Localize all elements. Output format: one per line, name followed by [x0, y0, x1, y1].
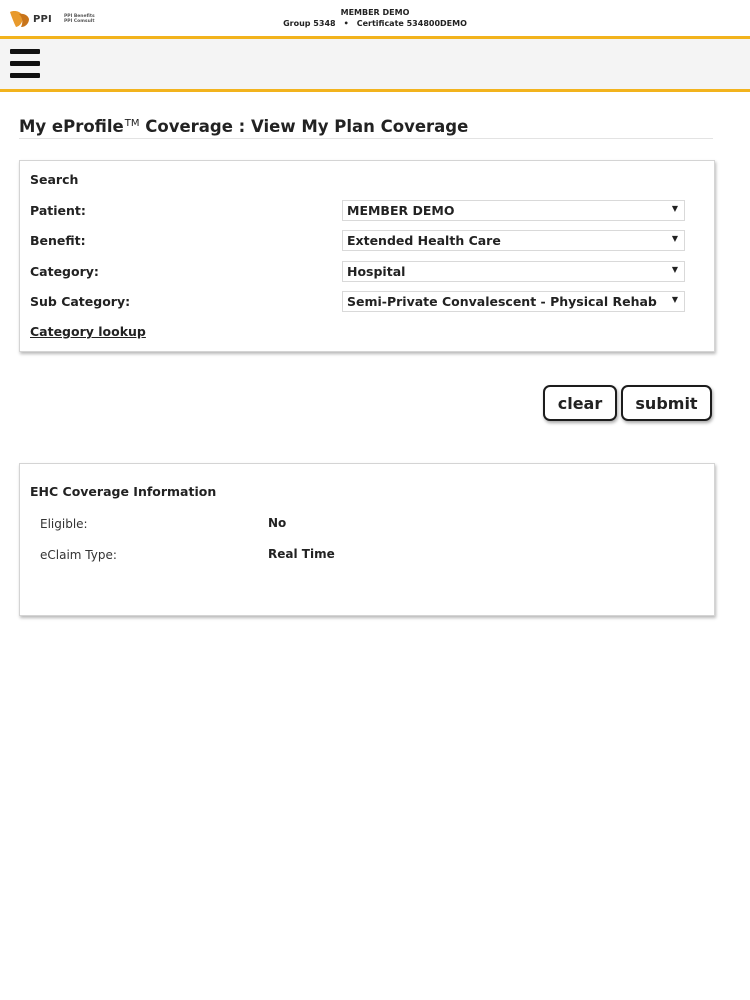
dropdown-arrow-icon: ▼ [671, 265, 678, 274]
page-title-rest: Coverage : View My Plan Coverage [139, 117, 469, 136]
eclaim-type-value: Real Time [268, 547, 335, 561]
brand-sub-line-1: PPI Benefits [63, 14, 95, 19]
brand-name: PPI [33, 13, 52, 25]
separator-dot: • [343, 19, 349, 28]
member-info [0, 7, 750, 29]
nav-divider [0, 89, 750, 92]
nav-bar [0, 39, 750, 89]
clear-button[interactable]: clear [543, 385, 617, 421]
coverage-panel [19, 463, 715, 616]
eclaim-type-label: eClaim Type: [40, 548, 117, 562]
patient-label: Patient: [30, 203, 86, 218]
dropdown-arrow-icon: ▼ [671, 295, 678, 304]
page-title [19, 117, 468, 136]
benefit-label: Benefit: [30, 233, 86, 248]
menu-icon-bar [10, 73, 40, 78]
submit-button[interactable]: submit [621, 385, 712, 421]
subcategory-select[interactable] [342, 291, 685, 312]
certificate-number: Certificate 534800DEMO [356, 19, 467, 28]
benefit-select[interactable] [342, 230, 685, 251]
search-panel [19, 160, 715, 352]
dropdown-arrow-icon: ▼ [671, 204, 678, 213]
trademark: TM [124, 118, 140, 129]
patient-select-value: MEMBER DEMO [347, 203, 455, 218]
menu-icon-bar [10, 49, 40, 54]
category-lookup-link[interactable]: Category lookup [30, 324, 146, 339]
member-ids [0, 18, 750, 29]
subcategory-label: Sub Category: [30, 294, 131, 309]
title-divider [19, 138, 713, 139]
eligible-label: Eligible: [40, 517, 88, 531]
dropdown-arrow-icon: ▼ [671, 234, 678, 243]
top-header [0, 0, 750, 36]
menu-icon[interactable] [10, 49, 40, 79]
member-name: MEMBER DEMO [340, 8, 410, 17]
coverage-heading: EHC Coverage Information [30, 484, 217, 499]
eligible-value: No [268, 516, 287, 530]
category-label: Category: [30, 264, 99, 279]
group-number: Group 5348 [283, 19, 336, 28]
search-heading: Search [30, 172, 79, 187]
patient-select[interactable] [342, 200, 685, 221]
benefit-select-value: Extended Health Care [347, 233, 501, 248]
menu-icon-bar [10, 61, 40, 66]
brand-sub-line-2: PPI Comsult [63, 19, 95, 24]
category-select-value: Hospital [347, 264, 406, 279]
subcategory-select-value: Semi-Private Convalescent - Physical Rehab [347, 294, 657, 309]
category-select[interactable] [342, 261, 685, 282]
page-title-main: My eProfile [19, 117, 124, 136]
